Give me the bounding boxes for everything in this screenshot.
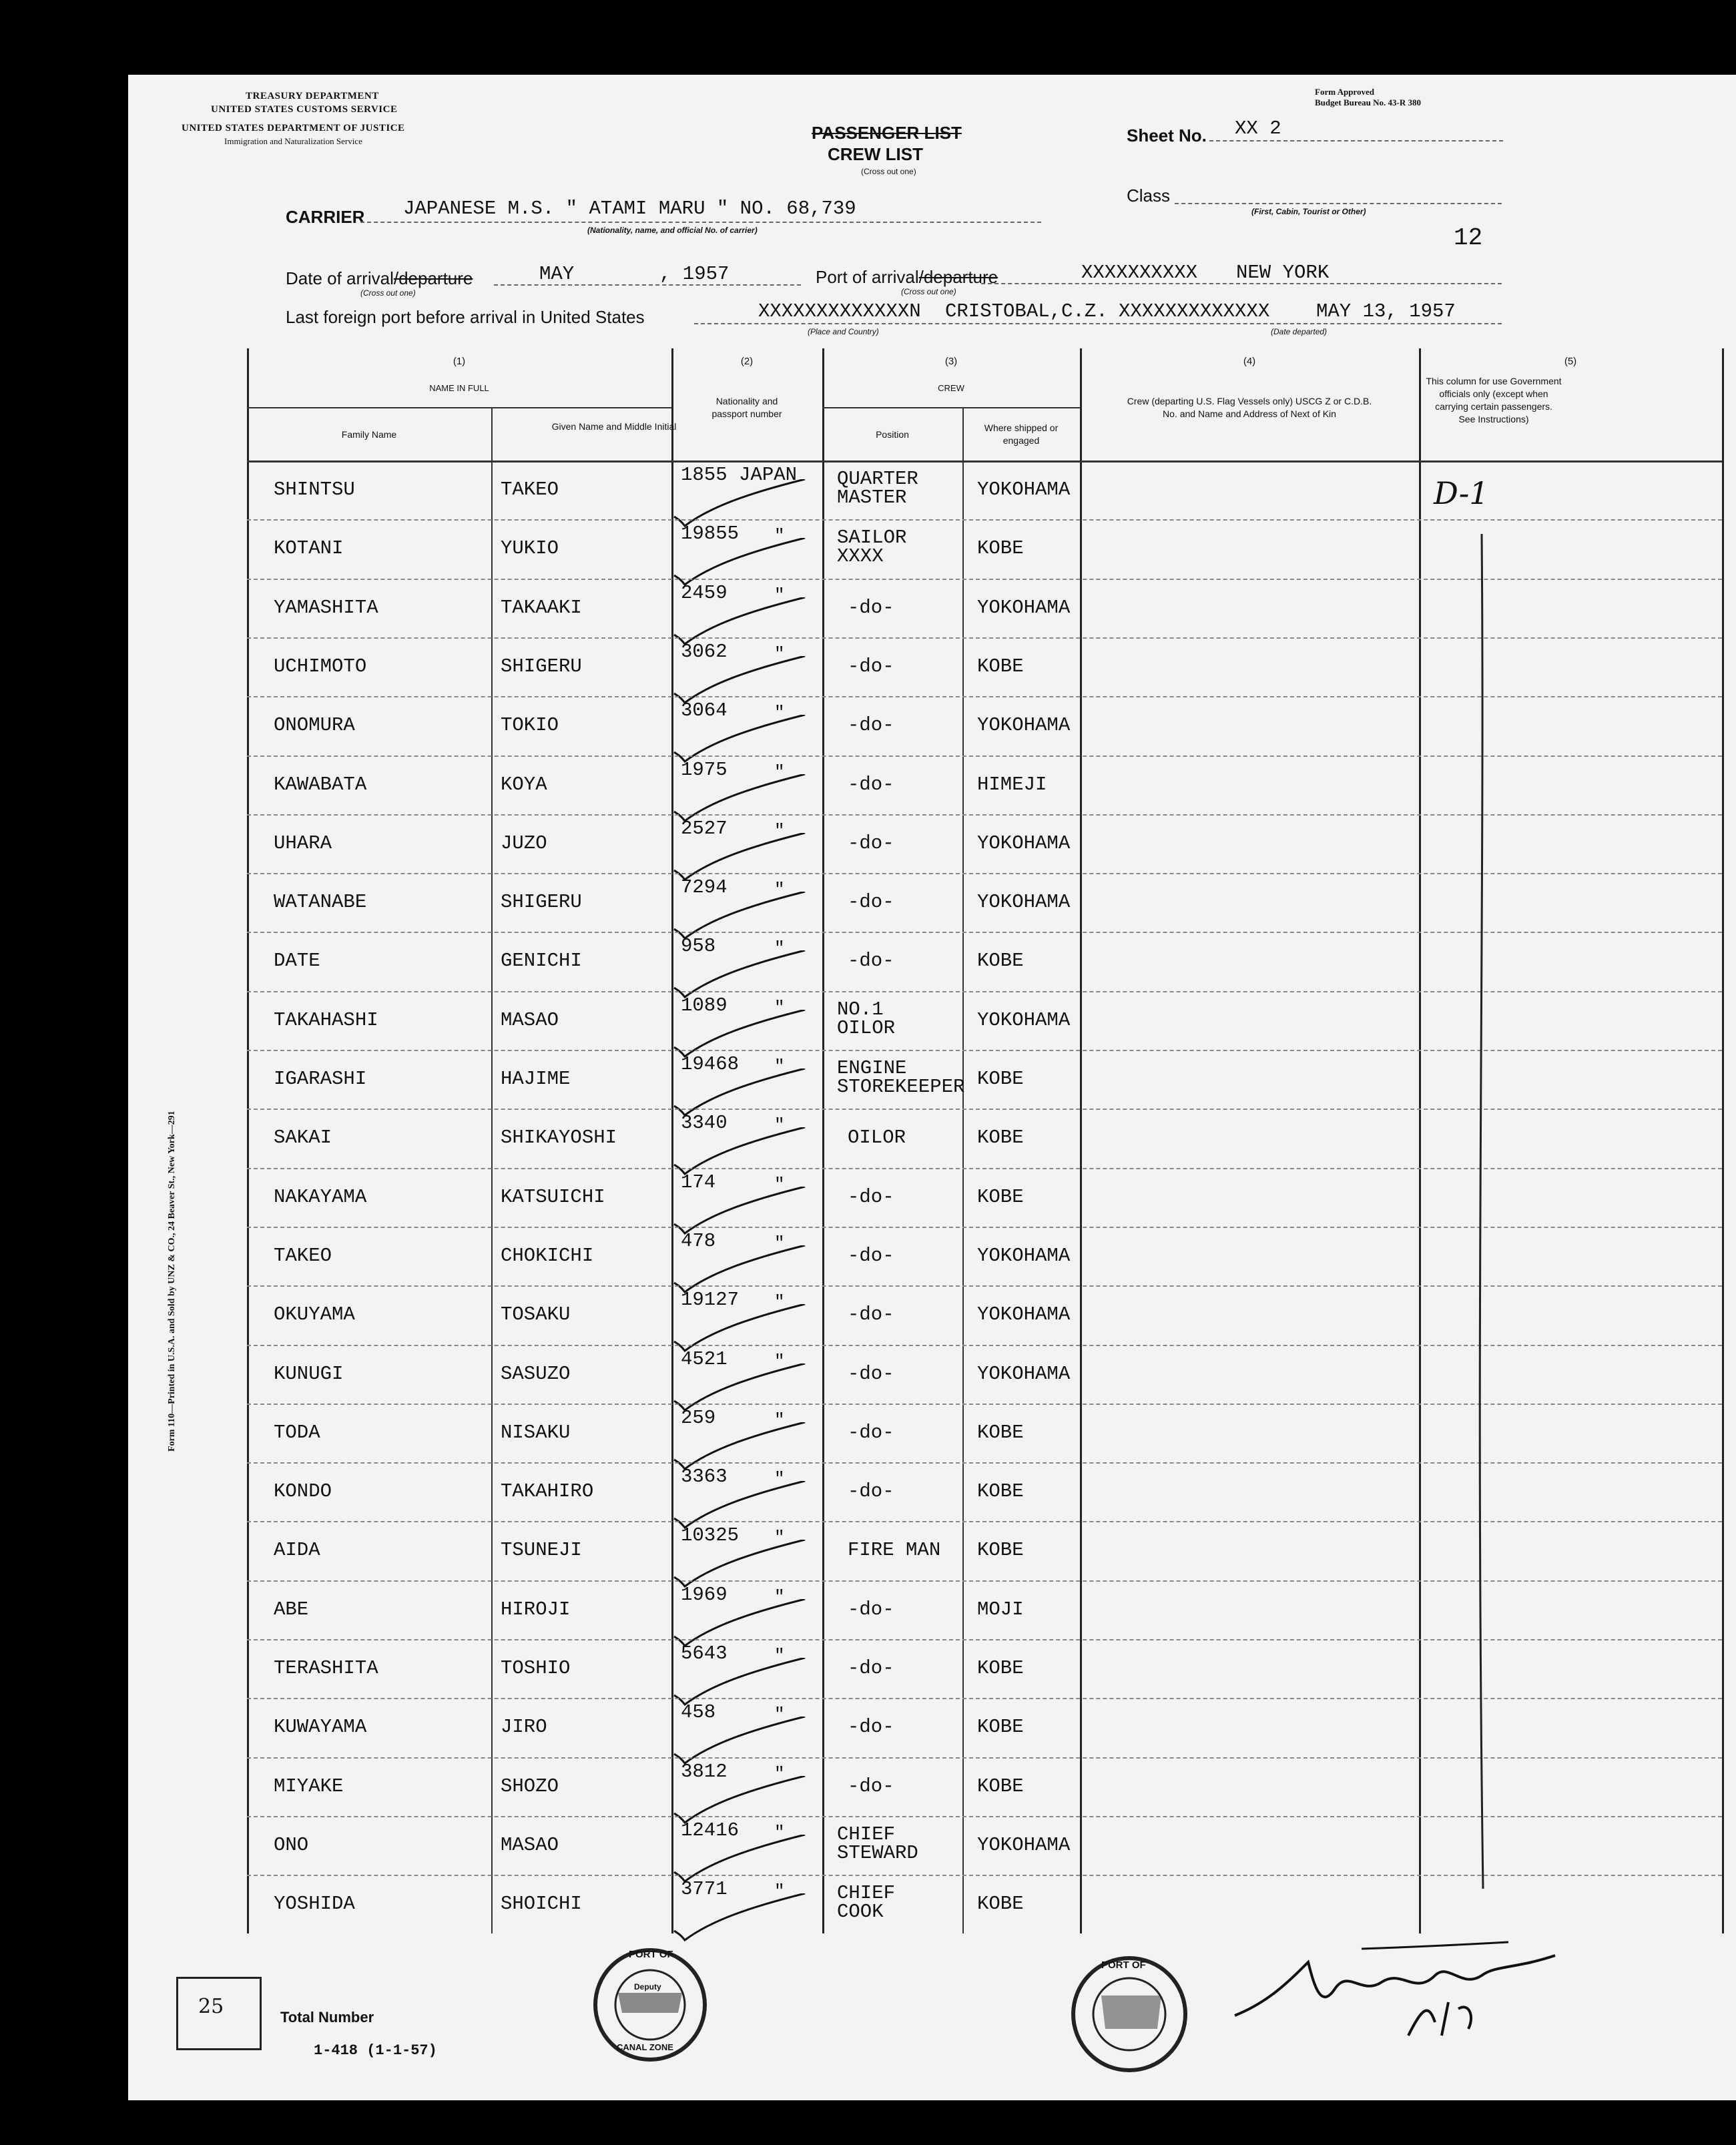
col3-number: (3): [944, 356, 958, 367]
where-shipped: MOJI: [977, 1598, 1024, 1620]
passport-number: 174: [681, 1171, 716, 1193]
date-departed-hint: (Date departed): [1271, 327, 1328, 336]
where-shipped: KOBE: [977, 1539, 1024, 1562]
ditto-mark: ": [774, 1881, 785, 1902]
last-foreign-port-label: Last foreign port before arrival in United States: [286, 307, 645, 327]
where-shipped: YOKOHAMA: [977, 891, 1071, 914]
place-country-hint: (Place and Country): [808, 327, 879, 336]
family-name: UHARA: [274, 832, 332, 854]
passport-number: 1855 JAPAN: [681, 464, 798, 486]
passport-number: 478: [681, 1229, 716, 1252]
carrier-value: JAPANESE M.S. " ATAMI MARU " NO. 68,739: [403, 198, 856, 220]
given-name: SASUZO: [501, 1362, 571, 1385]
where-shipped: YOKOHAMA: [977, 714, 1071, 737]
crew-position: QUARTER: [837, 468, 918, 490]
crew-position: -do-: [848, 832, 894, 854]
family-name: ABE: [274, 1598, 309, 1620]
where-shipped: KOBE: [977, 1657, 1024, 1679]
col4-number: (4): [1243, 356, 1256, 367]
given-name: CHOKICHI: [501, 1244, 594, 1267]
family-name: KAWABATA: [274, 773, 367, 796]
position-header: Position: [876, 429, 909, 440]
crew-position: -do-: [848, 1421, 894, 1444]
agency-line-1: TREASURY DEPARTMENT: [246, 91, 379, 101]
printer-imprint: Form 110—Printed in U.S.A. and Sold by UNZ & CO., 24 Beaver St., New York—291: [167, 1111, 177, 1452]
passport-number: 4521: [681, 1347, 728, 1370]
crew-position: -do-: [848, 1598, 894, 1620]
crew-position: -do-: [848, 655, 894, 677]
crew-position: -do-: [848, 773, 894, 796]
ditto-mark: ": [774, 1233, 785, 1253]
form-approved: Form Approved: [1315, 87, 1374, 97]
crew-position: NO.1: [837, 998, 884, 1020]
family-name: KONDO: [274, 1480, 332, 1503]
carrier-hint: (Nationality, name, and official No. of carrier): [587, 226, 758, 235]
port-hint: (Cross out one): [901, 287, 956, 296]
given-name: SHOZO: [501, 1775, 559, 1797]
ditto-mark: ": [774, 585, 785, 605]
agency-line-4: Immigration and Naturalization Service: [224, 136, 362, 146]
ditto-mark: ": [774, 1705, 785, 1725]
port-of-arrival-value: NEW YORK: [1236, 262, 1330, 284]
passport-number: 1089: [681, 994, 728, 1016]
passport-number: 2527: [681, 817, 728, 840]
ditto-mark: ": [774, 938, 785, 959]
stamp-left-bottom: CANAL ZONE: [617, 2042, 673, 2052]
cross-out-note: (Cross out one): [861, 167, 916, 176]
passport-number: 259: [681, 1406, 716, 1429]
ditto-mark: ": [774, 1528, 785, 1548]
where-shipped: KOBE: [977, 1893, 1024, 1915]
family-name: ONO: [274, 1833, 309, 1856]
ditto-mark: ": [774, 1646, 785, 1666]
given-name: SHIGERU: [501, 655, 582, 677]
given-name: KOYA: [501, 773, 547, 796]
ditto-mark: ": [774, 1174, 785, 1195]
crew-position: -do-: [848, 1716, 894, 1739]
given-name: HAJIME: [501, 1068, 571, 1090]
ditto-mark: ": [774, 526, 785, 547]
crew-position-line2: STOREKEEPER: [837, 1076, 965, 1098]
crew-position: -do-: [848, 1303, 894, 1326]
ditto-mark: ": [774, 820, 785, 841]
crew-position-line2: COOK: [837, 1901, 884, 1923]
where-shipped: KOBE: [977, 1185, 1024, 1208]
family-name: SHINTSU: [274, 479, 355, 501]
family-name: TAKEO: [274, 1244, 332, 1267]
class-hint: (First, Cabin, Tourist or Other): [1251, 207, 1366, 216]
official-bracket-line: [1462, 521, 1502, 1922]
ditto-mark: ": [774, 997, 785, 1018]
crew-position: SAILOR: [837, 527, 907, 549]
total-number-value: 25: [198, 1995, 224, 2018]
class-label: Class: [1127, 186, 1171, 206]
col4-title: Crew (departing U.S. Flag Vessels only) USCG Z or C.D.B. No. and Name and Address of Next of Kin: [1127, 396, 1372, 419]
ditto-mark: ": [774, 880, 785, 900]
where-shipped: YOKOHAMA: [977, 1362, 1071, 1385]
given-name: GENICHI: [501, 950, 582, 972]
where-shipped: KOBE: [977, 1480, 1024, 1503]
given-name: SHIGERU: [501, 891, 582, 914]
given-name: HIROJI: [501, 1598, 571, 1620]
crew-position: -do-: [848, 950, 894, 972]
stamp-left-mid: Deputy: [634, 1982, 661, 1991]
passport-number: 3812: [681, 1760, 728, 1783]
budget-bureau-number: Budget Bureau No. 43-R 380: [1315, 97, 1422, 107]
last-port-value: CRISTOBAL,C.Z.: [945, 300, 1108, 322]
given-name: TAKAAKI: [501, 596, 582, 619]
given-name: SHOICHI: [501, 1893, 582, 1915]
crew-position: -do-: [848, 1657, 894, 1679]
where-shipped: YOKOHAMA: [977, 1008, 1071, 1031]
col5-number: (5): [1564, 356, 1577, 367]
given-name: TOKIO: [501, 714, 559, 737]
ditto-mark: ": [774, 1469, 785, 1490]
given-name: NISAKU: [501, 1421, 571, 1444]
last-port-date: MAY 13, 1957: [1316, 300, 1456, 322]
passport-number: 12416: [681, 1819, 740, 1841]
passport-number: 7294: [681, 876, 728, 899]
crew-position-line2: OILOR: [837, 1016, 896, 1039]
ditto-mark: ": [774, 1763, 785, 1784]
port-stamp-right: [1068, 1955, 1191, 2073]
given-name-header: Given Name and Middle Initial: [551, 421, 677, 432]
port-xs: XXXXXXXXXX: [1081, 262, 1198, 284]
total-number-label: Total Number: [280, 2009, 374, 2026]
family-name: TAKAHASHI: [274, 1008, 378, 1031]
where-shipped: KOBE: [977, 1068, 1024, 1090]
col1-title: NAME IN FULL: [429, 383, 489, 393]
where-shipped: YOKOHAMA: [977, 1833, 1071, 1856]
family-name: OKUYAMA: [274, 1303, 355, 1326]
family-name: TERASHITA: [274, 1657, 378, 1679]
family-name-header: Family Name: [341, 429, 397, 440]
ditto-mark: ": [774, 703, 785, 723]
crew-position: CHIEF: [837, 1823, 896, 1845]
given-name: JUZO: [501, 832, 547, 854]
where-shipped: KOBE: [977, 537, 1024, 560]
passport-number: 2459: [681, 581, 728, 604]
arrival-year: , 1957: [659, 263, 730, 285]
carrier-label: CARRIER: [286, 207, 365, 227]
family-name: KUWAYAMA: [274, 1716, 367, 1739]
where-shipped: KOBE: [977, 1421, 1024, 1444]
sheet-no-label: Sheet No.: [1127, 125, 1207, 145]
where-shipped: YOKOHAMA: [977, 479, 1071, 501]
family-name: SAKAI: [274, 1127, 332, 1149]
family-name: UCHIMOTO: [274, 655, 367, 677]
col5-title: This column for use Government officials only (except when carrying certain passengers. See Instructions): [1426, 376, 1562, 424]
crew-position: -do-: [848, 714, 894, 737]
port-of-arrival-label: Port of arrival/departure: [816, 267, 998, 287]
where-shipped: KOBE: [977, 1127, 1024, 1149]
crew-position: ENGINE: [837, 1057, 907, 1079]
ditto-mark: ": [774, 1292, 785, 1313]
passport-number: 3363: [681, 1466, 728, 1488]
family-name: ONOMURA: [274, 714, 355, 737]
sheet-no-value: XX 2: [1235, 117, 1281, 139]
date-hint: (Cross out one): [360, 288, 416, 298]
date-of-arrival-label: Date of arrival/departure: [286, 268, 473, 288]
family-name: AIDA: [274, 1539, 320, 1562]
passport-number: 3062: [681, 640, 728, 663]
where-shipped: KOBE: [977, 1775, 1024, 1797]
crew-position: -do-: [848, 1775, 894, 1797]
ditto-mark: ": [774, 1586, 785, 1607]
crew-position: -do-: [848, 891, 894, 914]
family-name: KOTANI: [274, 537, 344, 560]
ditto-mark: ": [774, 1115, 785, 1136]
ditto-mark: ": [774, 761, 785, 782]
where-shipped: YOKOHAMA: [977, 1303, 1071, 1326]
stamp-right-top: PORT OF: [1101, 1959, 1146, 1971]
family-name: DATE: [274, 950, 320, 972]
passport-number: 3771: [681, 1878, 728, 1901]
ditto-mark: ": [774, 1410, 785, 1430]
passport-number: 19855: [681, 523, 740, 545]
where-shipped: YOKOHAMA: [977, 832, 1071, 854]
passport-number: 19468: [681, 1053, 740, 1075]
col2-number: (2): [740, 356, 754, 367]
family-name: NAKAYAMA: [274, 1185, 367, 1208]
crew-position: -do-: [848, 1362, 894, 1385]
passport-number: 3340: [681, 1112, 728, 1135]
ditto-mark: ": [774, 1351, 785, 1371]
given-name: TAKAHIRO: [501, 1480, 594, 1503]
family-name: YOSHIDA: [274, 1893, 355, 1915]
col3-title: CREW: [938, 383, 964, 393]
given-name: KATSUICHI: [501, 1185, 605, 1208]
passport-number: 5643: [681, 1642, 728, 1664]
passport-number: 3064: [681, 699, 728, 722]
official-mark: D-1: [1434, 475, 1489, 511]
crew-list-title: CREW LIST: [828, 144, 923, 164]
family-name: WATANABE: [274, 891, 367, 914]
given-name: TSUNEJI: [501, 1539, 582, 1562]
ditto-mark: ": [774, 643, 785, 664]
last-port-xs-left: XXXXXXXXXXXXXN: [758, 300, 921, 322]
where-shipped: HIMEJI: [977, 773, 1047, 796]
given-name: YUKIO: [501, 537, 559, 560]
agency-line-2: UNITED STATES CUSTOMS SERVICE: [211, 104, 398, 115]
given-name: MASAO: [501, 1008, 559, 1031]
family-name: MIYAKE: [274, 1775, 344, 1797]
crew-position: CHIEF: [837, 1882, 896, 1905]
passport-number: 10325: [681, 1524, 740, 1547]
officer-signature: [1228, 1935, 1575, 2042]
where-shipped: YOKOHAMA: [977, 1244, 1071, 1267]
family-name: KUNUGI: [274, 1362, 344, 1385]
total-number-box: [176, 1977, 262, 2050]
ditto-mark: ": [774, 1822, 785, 1843]
crew-position-line2: STEWARD: [837, 1841, 918, 1864]
crew-position-line2: MASTER: [837, 487, 907, 509]
col1-number: (1): [453, 356, 466, 367]
crew-position: FIRE MAN: [848, 1539, 941, 1562]
crew-position: -do-: [848, 1480, 894, 1503]
class-number: 12: [1454, 224, 1483, 252]
crew-position: -do-: [848, 1185, 894, 1208]
crew-position-line2: XXXX: [837, 545, 884, 568]
passport-number: 1975: [681, 758, 728, 781]
passport-number: 19127: [681, 1289, 740, 1311]
last-port-xs-right: XXXXXXXXXXXXX: [1119, 300, 1270, 322]
given-name: TOSAKU: [501, 1303, 571, 1326]
form-code: 1-418 (1-1-57): [314, 2042, 437, 2059]
given-name: JIRO: [501, 1716, 547, 1739]
family-name: TODA: [274, 1421, 320, 1444]
crew-position: OILOR: [848, 1127, 906, 1149]
passenger-list-struck: PASSENGER LIST: [812, 123, 962, 143]
agency-line-3: UNITED STATES DEPARTMENT OF JUSTICE: [182, 123, 405, 133]
where-shipped: KOBE: [977, 1716, 1024, 1739]
crew-position: -do-: [848, 1244, 894, 1267]
passport-number: 1969: [681, 1583, 728, 1606]
col2-title: Nationality and passport number: [711, 396, 782, 419]
where-shipped-header: Where shipped or engaged: [984, 422, 1059, 446]
given-name: SHIKAYOSHI: [501, 1127, 617, 1149]
arrival-month: MAY: [539, 263, 575, 285]
where-shipped: KOBE: [977, 655, 1024, 677]
given-name: TOSHIO: [501, 1657, 571, 1679]
crew-position: -do-: [848, 596, 894, 619]
passport-number: 958: [681, 935, 716, 958]
given-name: TAKEO: [501, 479, 559, 501]
stamp-left-top: PORT OF: [629, 1949, 673, 1960]
family-name: YAMASHITA: [274, 596, 378, 619]
where-shipped: YOKOHAMA: [977, 596, 1071, 619]
where-shipped: KOBE: [977, 950, 1024, 972]
verification-check-mark: [671, 1893, 818, 1947]
given-name: MASAO: [501, 1833, 559, 1856]
family-name: IGARASHI: [274, 1068, 367, 1090]
ditto-mark: ": [774, 1056, 785, 1077]
passport-number: 458: [681, 1701, 716, 1724]
